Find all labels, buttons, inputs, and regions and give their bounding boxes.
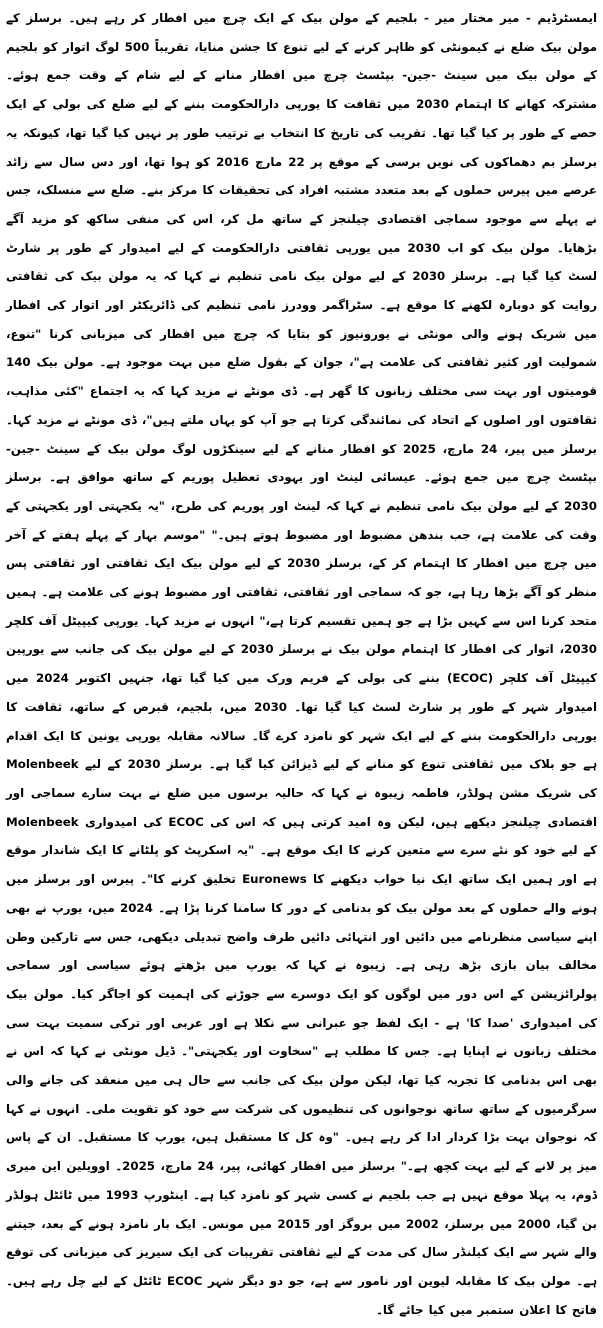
article-body: ایمسٹرڈیم - میر مختار میر - بلجیم کے مولن بیک کے ایک چرچ میں افطار کر رہے ہیں۔ برسلز کے مولن بیک ضلع نے کیمونٹی کو ظاہر کرنے کے لیے تنوع کا جشن منایا، تقریباً 500 لوگ اتوار کو بلجیم کے مولن بیک میں سینٹ -جین- بپٹسٹ چرچ میں افطار منانے کے لیے شام کے وقت جمع ہوئے۔ مشترکہ کھانے کا اہتمام 2030 میں ثقافت کا یورپی دارالحکومت بننے کے لیے ضلع کی بولی کے ایک حصے کے طور پر کیا گیا تھا۔ تقریب کی تاریخ کا انتخاب بے ترتیب طور پر نہیں کیا گیا تھا، کیونکہ یہ برسلز بم دھماکوں کی نویں برسی کے موقع پر 22 مارچ 2016 کو ہوا تھا، اور دس سال سے زائد عرصے میں پیرس حملوں کے بعد متعدد مشتبہ افراد کی تحقیقات کا مرکز بنے۔ ضلع سے منسلک، جس نے پہلے سے موجود سماجی اقتصادی چیلنجز کے ساتھ مل کر، اس کی منفی ساکھ کو مزید آگے بڑھایا۔ مولن بیک کو اب 2030 میں یورپی ثقافتی دارالحکومت کے لیے امیدوار کے طور پر شارٹ لسٹ کیا گیا ہے۔ برسلز 2030 کے لیے مولن بیک نامی تنظیم نے کہا کہ یہ مولن بیک کی ثقافتی روایت کو دوبارہ لکھنے کا موقع ہے۔ سٹراگمر وودرز نامی تنظیم کی ڈائریکٹر اور اتوار کی افطار میں شریک ہونے والی مونٹی نے یورونیوز کو بتایا کہ چرچ میں افطار کی میزبانی کرنا "تنوع، شمولیت اور کثیر ثقافتی کی علامت ہے"، جوان کے بقول ضلع میں بہت موجود ہے۔ مولن بیک 140 قومیتوں اور بہت سی مختلف زبانوں کا گھر ہے۔ ڈی مونٹے نے مزید کہا کہ یہ اجتماع "کئی مذاہب، ثقافتوں اور اصلوں کے اتحاد کی نمائندگی کرتا ہے جو آپ کو یہاں ملتے ہیں"، ڈی مونٹے نے مزید کہا۔ برسلز میں پیر، 24 مارچ، 2025 کو افطار منانے کے لیے سینکڑوں لوگ مولن بیک کے سینٹ -جین- بپٹسٹ چرچ میں جمع ہوئے۔ عیسائی لینٹ اور یہودی تعطیل پوریم کے ساتھ موافق ہے۔ برسلز 2030 کے لیے مولن بیک نامی تنظیم نے کہا کہ لینٹ اور پوریم کی طرح، "یہ یکجہتی اور یکجہتی کے وقت کی علامت ہے، جب بندھن مضبوط اور مضبوط ہوتے ہیں۔" "موسم بہار کے پہلے ہفتے کے آخر میں چرچ میں افطار کا اہتمام کر کے، برسلز 2030 کے لیے مولن بیک ایک ثقافتی اور ثقافتی پس منظر کو آگے بڑھا رہا ہے، جو کہ سماجی اور ثقافتی، ثقافتی اور مضبوط ہونے کی علامت ہے۔ ہمیں متحد کرنا اس سے کہیں بڑا ہے جو ہمیں تقسیم کرتا ہے،" انہوں نے مزید کہا۔ یورپی کیپیٹل آف کلچر 2030، اتوار کی افطار کا اہتمام مولن بیک نے برسلز 2030 کے لیے مولن بیک کی جانب سے یورپین کیپیٹل آف کلچر (ECOC) بننے کی بولی کے فریم ورک میں کیا گیا تھا، جنہیں اکتوبر 2024 میں امیدوار شہر کے طور پر شارٹ لسٹ کیا گیا تھا۔ 2030 میں، بلجیم، قبرص کے ساتھ، ثقافت کا یورپی دارالحکومت بننے کے لیے ایک شہر کو نامزد کرے گا۔ سالانہ مقابلہ یورپی یونین کا ایک اقدام ہے جو بلاک میں ثقافتی تنوع کو منانے کے لیے ڈیزائن کیا گیا ہے۔ برسلز 2030 کے لیے Molenbeek کی شریک مشن ہولڈر، فاطمہ زیبوہ نے کہا کہ حالیہ برسوں میں ضلع نے بہت سارے سماجی اور اقتصادی چیلنجز دیکھے ہیں، لیکن وہ امید کرتی ہیں کہ اس کی ECOC کی امیدواری Molenbeek کے لیے خود کو نئے سرے سے متعین کرنے کا ایک موقع ہے۔ "یہ اسکرپٹ کو پلٹانے کا ایک شاندار موقع ہے اور ہمیں ایک ساتھ ایک نیا خواب دیکھنے کا Euronews تخلیق کرنے کا"۔ پیرس اور برسلز میں ہونے والے حملوں کے بعد مولن بیک کو بدنامی کے دور کا سامنا کرنا پڑا ہے۔ 2024 میں، یورپ نے بھی اپنے سیاسی منظرنامے میں دائیں اور انتہائی دائیں طرف واضح تبدیلی دیکھی، جس سے تارکین وطن مخالف بیان بازی بڑھ رہی ہے۔ زیبوہ نے کہا کہ یورپ میں بڑھتے ہوئے سیاسی اور سماجی پولرائزیشن کے اس دور میں لوگوں کو ایک دوسرے سے جوڑنے کی اہمیت کو اجاگر کیا۔ مولن بیک کی امیدواری 'صدا کا' ہے - ایک لفظ جو عبرانی سے نکلا ہے اور عربی اور ترکی سمیت بہت سی مختلف زبانوں نے اپنایا ہے۔ جس کا مطلب ہے "سخاوت اور یکجہتی"۔ ڈیل مونٹی نے کہا کہ اس نے بھی اس بدنامی کا تجربہ کیا تھا، لیکن مولن بیک کی جانب سے حال ہی میں منعقد کی جانے والی سرگرمیوں کے ساتھ ساتھ نوجوانوں کی تنظیموں کی شرکت سے خود کو تقویت ملی۔ انہوں نے کہا کہ نوجوان بہت بڑا کردار ادا کر رہے ہیں۔ "وہ کل کا مستقبل ہیں، یورپ کا مستقبل۔ ان کے پاس میز پر لانے کے لیے بہت کچھ ہے۔" برسلز میں افطار کھائی، پیر، 24 مارچ، 2025۔ اوویلین این میری ڈوم، یہ پہلا موقع نہیں ہے جب بلجیم نے کسی شہر کو نامزد کیا ہے۔ اینٹورپ 1993 میں ٹائٹل ہولڈر بن گیا، 2000 میں برسلز، 2002 میں بروگز اور 2015 میں مونس۔ ایک بار نامزد ہونے کے بعد، جیتنے والے شہر سے ایک کیلنڈر سال کی مدت کے لیے ثقافتی تقریبات کی ایک سیریز کی میزبانی کی توقع ہے۔ مولن بیک کا مقابلہ لیوین اور نامور سے ہے، جو دو دیگر شہر ECOC ٹائٹل کے لیے چل رہے ہیں۔ فاتح کا اعلان ستمبر میں کیا جائے گا۔	[6, 11, 598, 1317]
